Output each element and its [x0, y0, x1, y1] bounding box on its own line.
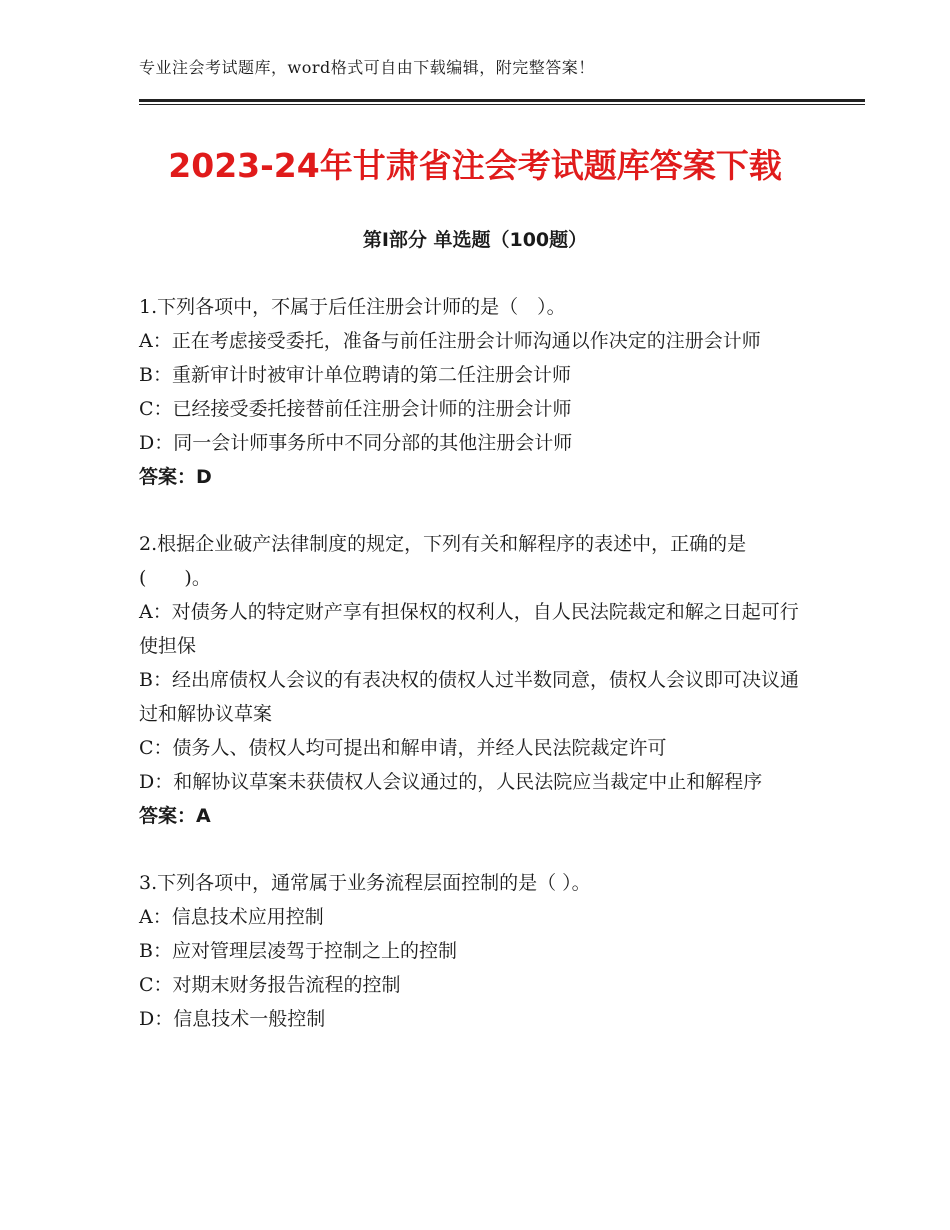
- option-c: C：对期末财务报告流程的控制: [139, 974, 401, 996]
- header-rule-thin: [139, 104, 865, 105]
- header-rule-thick: [139, 99, 865, 102]
- answer: 答案：D: [139, 466, 212, 488]
- option-b: B：经出席债权人会议的有表决权的债权人过半数同意，债权人会议即可决议通过和解协议草案: [139, 669, 799, 725]
- section-title: 第I部分 单选题（100题）: [362, 229, 588, 251]
- option-b: B：重新审计时被审计单位聘请的第二任注册会计师: [139, 364, 571, 386]
- option-d: D：同一会计师事务所中不同分部的其他注册会计师: [139, 432, 573, 454]
- option-c: C：已经接受委托接替前任注册会计师的注册会计师: [139, 398, 572, 420]
- header-note: 专业注会考试题库，word格式可自由下载编辑，附完整答案！: [139, 58, 595, 77]
- option-c: C：债务人、债权人均可提出和解申请，并经人民法院裁定许可: [139, 737, 667, 759]
- question-list: [139, 290, 805, 1069]
- question-stem: 3.下列各项中，通常属于业务流程层面控制的是（ ）。: [139, 872, 591, 894]
- option-d: D：和解协议草案未获债权人会议通过的，人民法院应当裁定中止和解程序: [139, 771, 763, 793]
- option-b: B：应对管理层凌驾于控制之上的控制: [139, 940, 457, 962]
- option-a: A：对债务人的特定财产享有担保权的权利人，自人民法院裁定和解之日起可行使担保: [139, 601, 799, 657]
- option-a: A：信息技术应用控制: [139, 906, 324, 928]
- document-title: 2023-24年甘肃省注会考试题库答案下载: [168, 146, 782, 185]
- question-2: [139, 527, 805, 833]
- question-stem: 1.下列各项中，不属于后任注册会计师的是（ ）。: [139, 296, 566, 318]
- question-3: [139, 866, 805, 1036]
- question-1: [139, 290, 805, 494]
- option-a: A：正在考虑接受委托，准备与前任注册会计师沟通以作决定的注册会计师: [139, 330, 761, 352]
- answer: 答案：A: [139, 805, 211, 827]
- question-stem: 2.根据企业破产法律制度的规定，下列有关和解程序的表述中，正确的是( )。: [139, 533, 747, 589]
- option-d: D：信息技术一般控制: [139, 1008, 326, 1030]
